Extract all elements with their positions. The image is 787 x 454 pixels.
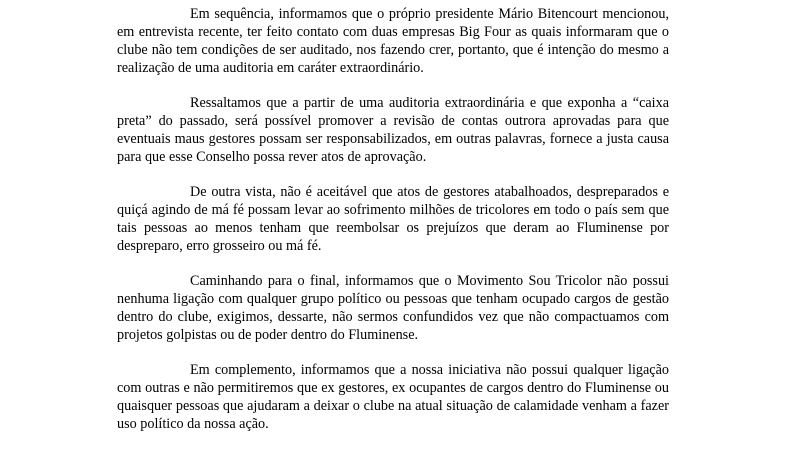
paragraph-big-four-audit: Em sequência, informamos que o próprio presidente Mário Bitencourt mencionou, em entrevista recente, ter feito contato com duas empresas Big Four as quais informaram que o clube não tem condições de ser auditado, nos fazendo crer, portanto, que é intenção do mesmo a realização de uma auditoria em caráter extraordinário.	[117, 6, 669, 76]
paragraph-managers-accountability: De outra vista, não é aceitável que atos de gestores atabalhoados, despreparados e quiçá agindo de má fé possam levar ao sofrimento milhões de tricolores em todo o país sem que tais pessoas ao menos tenham que reembolsar os prejuízos que deram ao Fluminense por despreparo, erro grosseiro ou má fé.	[117, 184, 669, 254]
paragraph-complement: Em complemento, informamos que a nossa iniciativa não possui qualquer ligação com outras e não permitiremos que ex gestores, ex ocupantes de cargos dentro do Fluminense ou quaisquer pessoas que ajudaram a deixar o clube na atual situação de calamidade venham a fazer uso político da nossa ação.	[117, 362, 669, 432]
document-body	[117, 6, 669, 434]
paragraph-movement-independence: Caminhando para o final, informamos que o Movimento Sou Tricolor não possui nenhuma ligação com qualquer grupo político ou pessoas que tenham ocupado cargos de gestão dentro do clube, exigimos, dessarte, não sermos confundidos vez que não compactuamos com projetos golpistas ou de poder dentro do Fluminense.	[117, 273, 669, 343]
paragraph-extraordinary-audit: Ressaltamos que a partir de uma auditoria extraordinária e que exponha a “caixa preta” do passado, será possível promover a revisão de contas outrora aprovadas para que eventuais maus gestores possam ser responsabilizados, em outras palavras, fornece a justa causa para que esse Conselho possa rever atos de aprovação.	[117, 95, 669, 165]
